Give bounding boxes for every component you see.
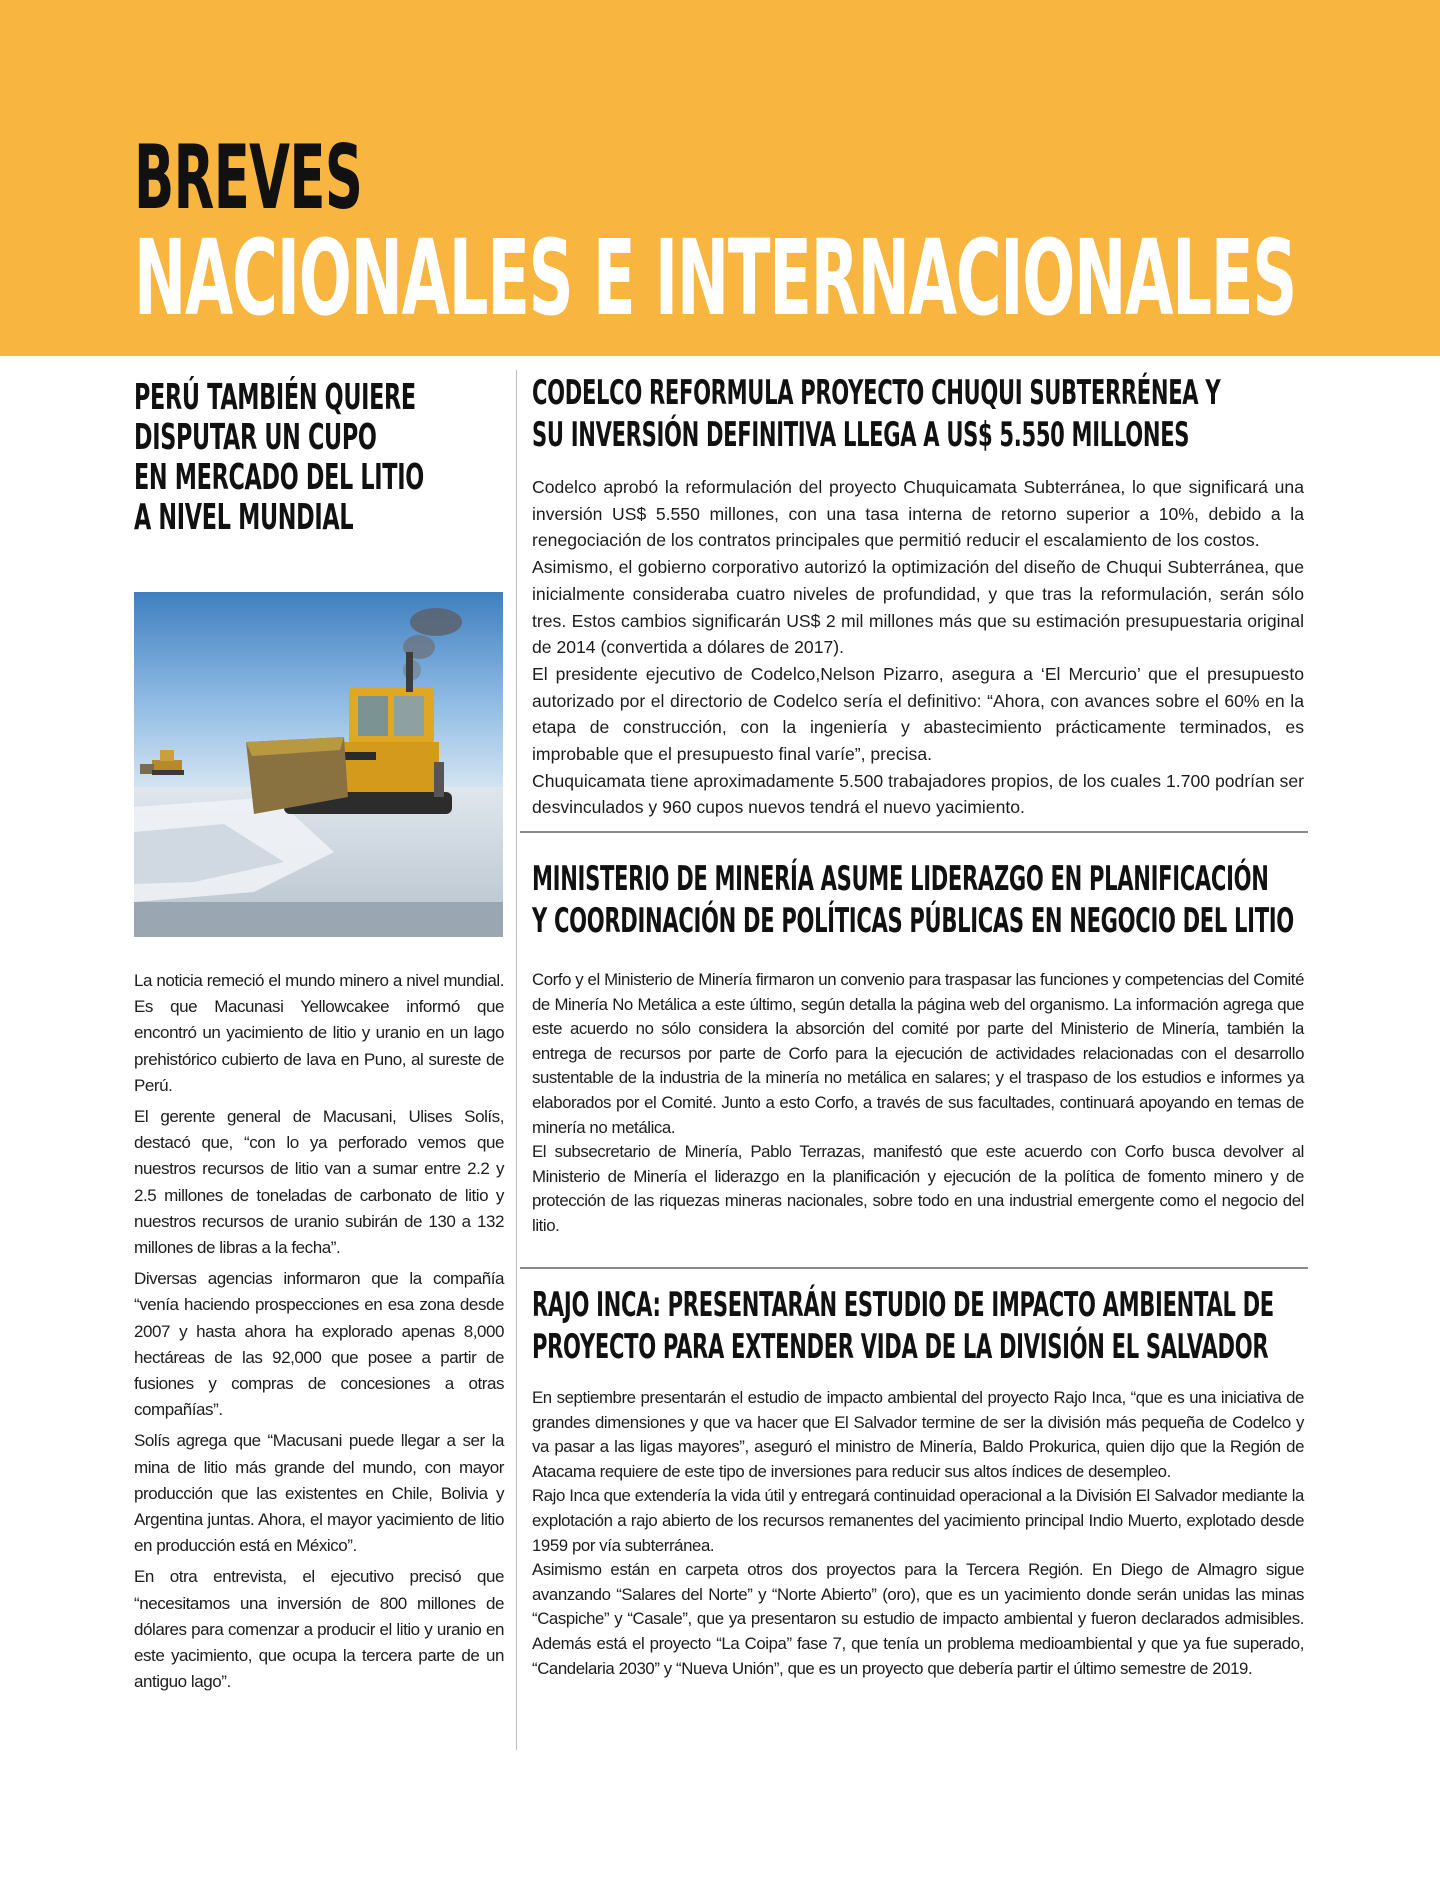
paragraph: Solís agrega que “Macusani puede llegar a ser la mina de litio más grande del mundo, con mayor producción que las existentes en Chile, Bolivia y Argentina juntas. Ahora, el mayor yacimiento de litio en producción está en México”. xyxy=(134,1431,504,1556)
article2-title xyxy=(532,858,1294,942)
left-article-title-line: A NIVEL MUNDIAL xyxy=(134,497,354,538)
section-title-nacionales: NACIONALES E INTERNACIONALES xyxy=(134,217,1296,339)
article3-title-line: RAJO INCA: PRESENTARÁN ESTUDIO DE IMPACTO AMBIENTAL DE xyxy=(532,1285,1274,1325)
bulldozer-photo xyxy=(134,592,503,937)
article-divider xyxy=(520,1267,1308,1269)
paragraph: Corfo y el Ministerio de Minería firmaron un convenio para traspasar las funciones y competencias del Comité de Minería No Metálica a este último, según detalla la página web del organismo. La información agrega que este acuerdo no sólo considera la absorción del comité por parte del Ministerio de Minería, también la entrega de recursos por parte de Corfo para la ejecución de actividades relacionadas con el desarrollo sustentable de la industria de la minería no metálica en salares; y el traspaso de los estudios e informes ya elaborados por el Comité. Junto a esto Corfo, a través de sus facultades, continuará apoyando en temas de minería no metálica. xyxy=(532,970,1305,1137)
paragraph: El presidente ejecutivo de Codelco,Nelson Pizarro, asegura a ‘El Mercurio’ que el presupuesto autorizado por el directorio de Codelco sería el definitivo: “Ahora, con avances sobre el 60% en la etapa de construcción, con la ingeniería y abastecimiento prácticamente terminados, es improbable que el presupuesto final varíe”, precisa. xyxy=(532,663,1304,765)
article2-title-line: MINISTERIO DE MINERÍA ASUME LIDERAZGO EN PLANIFICACIÓN xyxy=(532,859,1269,899)
article-divider xyxy=(520,831,1308,833)
article3-title-line: PROYECTO PARA EXTENDER VIDA DE LA DIVISIÓN EL SALVADOR xyxy=(532,1327,1269,1367)
article1-body xyxy=(532,474,1304,821)
article1-title-line: SU INVERSIÓN DEFINITIVA LLEGA A US$ 5.550 MILLONES xyxy=(532,415,1190,455)
paragraph: Chuquicamata tiene aproximadamente 5.500 trabajadores propios, de los cuales 1.700 podrían ser desvinculados y 960 cupos nuevos tendrá el nuevo yacimiento. xyxy=(532,770,1304,818)
paragraph: La noticia remeció el mundo minero a nivel mundial. Es que Macunasi Yellowcakee informó que encontró un yacimiento de litio y uranio en un lago prehistórico cubierto de lava en Puno, al sureste de Perú. xyxy=(134,971,504,1095)
column-divider xyxy=(516,370,517,1750)
paragraph: Asimismo, el gobierno corporativo autorizó la optimización del diseño de Chuqui Subterránea, que inicialmente consideraba cuatro niveles de profundidad, y que tras la reformulación, serán sólo tres. Estos cambios significarán US$ 2 mil millones más que su estimación presupuestaria original de 2014 (convertida a dólares de 2017). xyxy=(532,557,1304,658)
paragraph: Diversas agencias informaron que la compañía “venía haciendo prospecciones en esa zona desde 2007 y hasta ahora ha explorado apenas 8,000 hectáreas de las 92,000 que posee a partir de fusiones y compras de concesiones a otras compañías”. xyxy=(134,1269,504,1420)
paragraph: El subsecretario de Minería, Pablo Terrazas, manifestó que este acuerdo con Corfo busca devolver al Ministerio de Minería el liderazgo en la planificación y ejecución de la política de fomento minero y de protección de las riquezas mineras nacionales, sobre todo en una industrial emergente como el negocio del litio. xyxy=(532,1142,1304,1235)
article1-title-line: CODELCO REFORMULA PROYECTO CHUQUI SUBTERRÉNEA Y xyxy=(532,373,1221,413)
paragraph: En septiembre presentarán el estudio de impacto ambiental del proyecto Rajo Inca, “que es una iniciativa de grandes dimensiones y que va hacer que El Salvador termine de ser la división más pequeña de Codelco y va pasar a las ligas mayores”, aseguró el ministro de Minería, Baldo Prokurica, quien dijo que la Región de Atacama requiere de este tipo de inversiones para reducir sus altos índices de desempleo. xyxy=(532,1388,1304,1481)
paragraph: Codelco aprobó la reformulación del proyecto Chuquicamata Subterránea, lo que significará una inversión US$ 5.550 millones, con una tasa interna de retorno superior a 10%, debido a la renegociación de los contratos principales que permitió reducir el escalamiento de los costos. xyxy=(532,477,1304,551)
paragraph: Rajo Inca que extendería la vida útil y entregará continuidad operacional a la División El Salvador mediante la explotación a rajo abierto de los recursos remanentes del yacimiento principal Indio Muerto, explotado desde 1959 por vía subterránea. xyxy=(532,1486,1304,1555)
left-article-body xyxy=(134,968,504,1700)
left-article-title-line: EN MERCADO DEL LITIO xyxy=(134,457,424,498)
article2-body xyxy=(532,968,1304,1239)
paragraph: En otra entrevista, el ejecutivo precisó que “necesitamos una inversión de 800 millones de dólares para comenzar a producir el litio y uranio en este yacimiento, que ocupa la tercera parte de un antiguo lago”. xyxy=(134,1567,504,1692)
paragraph: Asimismo están en carpeta otros dos proyectos para la Tercera Región. En Diego de Almagro sigue avanzando “Salares del Norte” y “Norte Abierto” (oro), que es un yacimiento donde serán unidas las minas “Caspiche” y “Casale”, que ya presentaron su estudio de impacto ambiental y fueron declarados admisibles. Además está el proyecto “La Coipa” fase 7, que tenía un problema medioambiental y que ya fue superado, “Candelaria 2030” y “Nueva Unión”, que es un proyecto que debería partir el último semestre de 2019. xyxy=(532,1560,1304,1678)
article1-title xyxy=(532,372,1220,456)
section-title-breves: BREVES xyxy=(134,126,363,229)
left-article-title xyxy=(134,378,424,538)
article2-title-line: Y COORDINACIÓN DE POLÍTICAS PÚBLICAS EN NEGOCIO DEL LITIO xyxy=(532,901,1294,941)
left-article-title-line: PERÚ TAMBIÉN QUIERE xyxy=(134,377,416,418)
article3-body xyxy=(532,1386,1304,1681)
paragraph: El gerente general de Macusani, Ulises Solís, destacó que, “con lo ya perforado vemos que nuestros recursos de litio van a sumar entre 2.2 y 2.5 millones de toneladas de carbonato de litio y nuestros recursos de uranio subirán de 130 a 132 millones de libras a la fecha”. xyxy=(134,1107,504,1258)
article3-title xyxy=(532,1284,1274,1368)
left-article-title-line: DISPUTAR UN CUPO xyxy=(134,417,377,458)
